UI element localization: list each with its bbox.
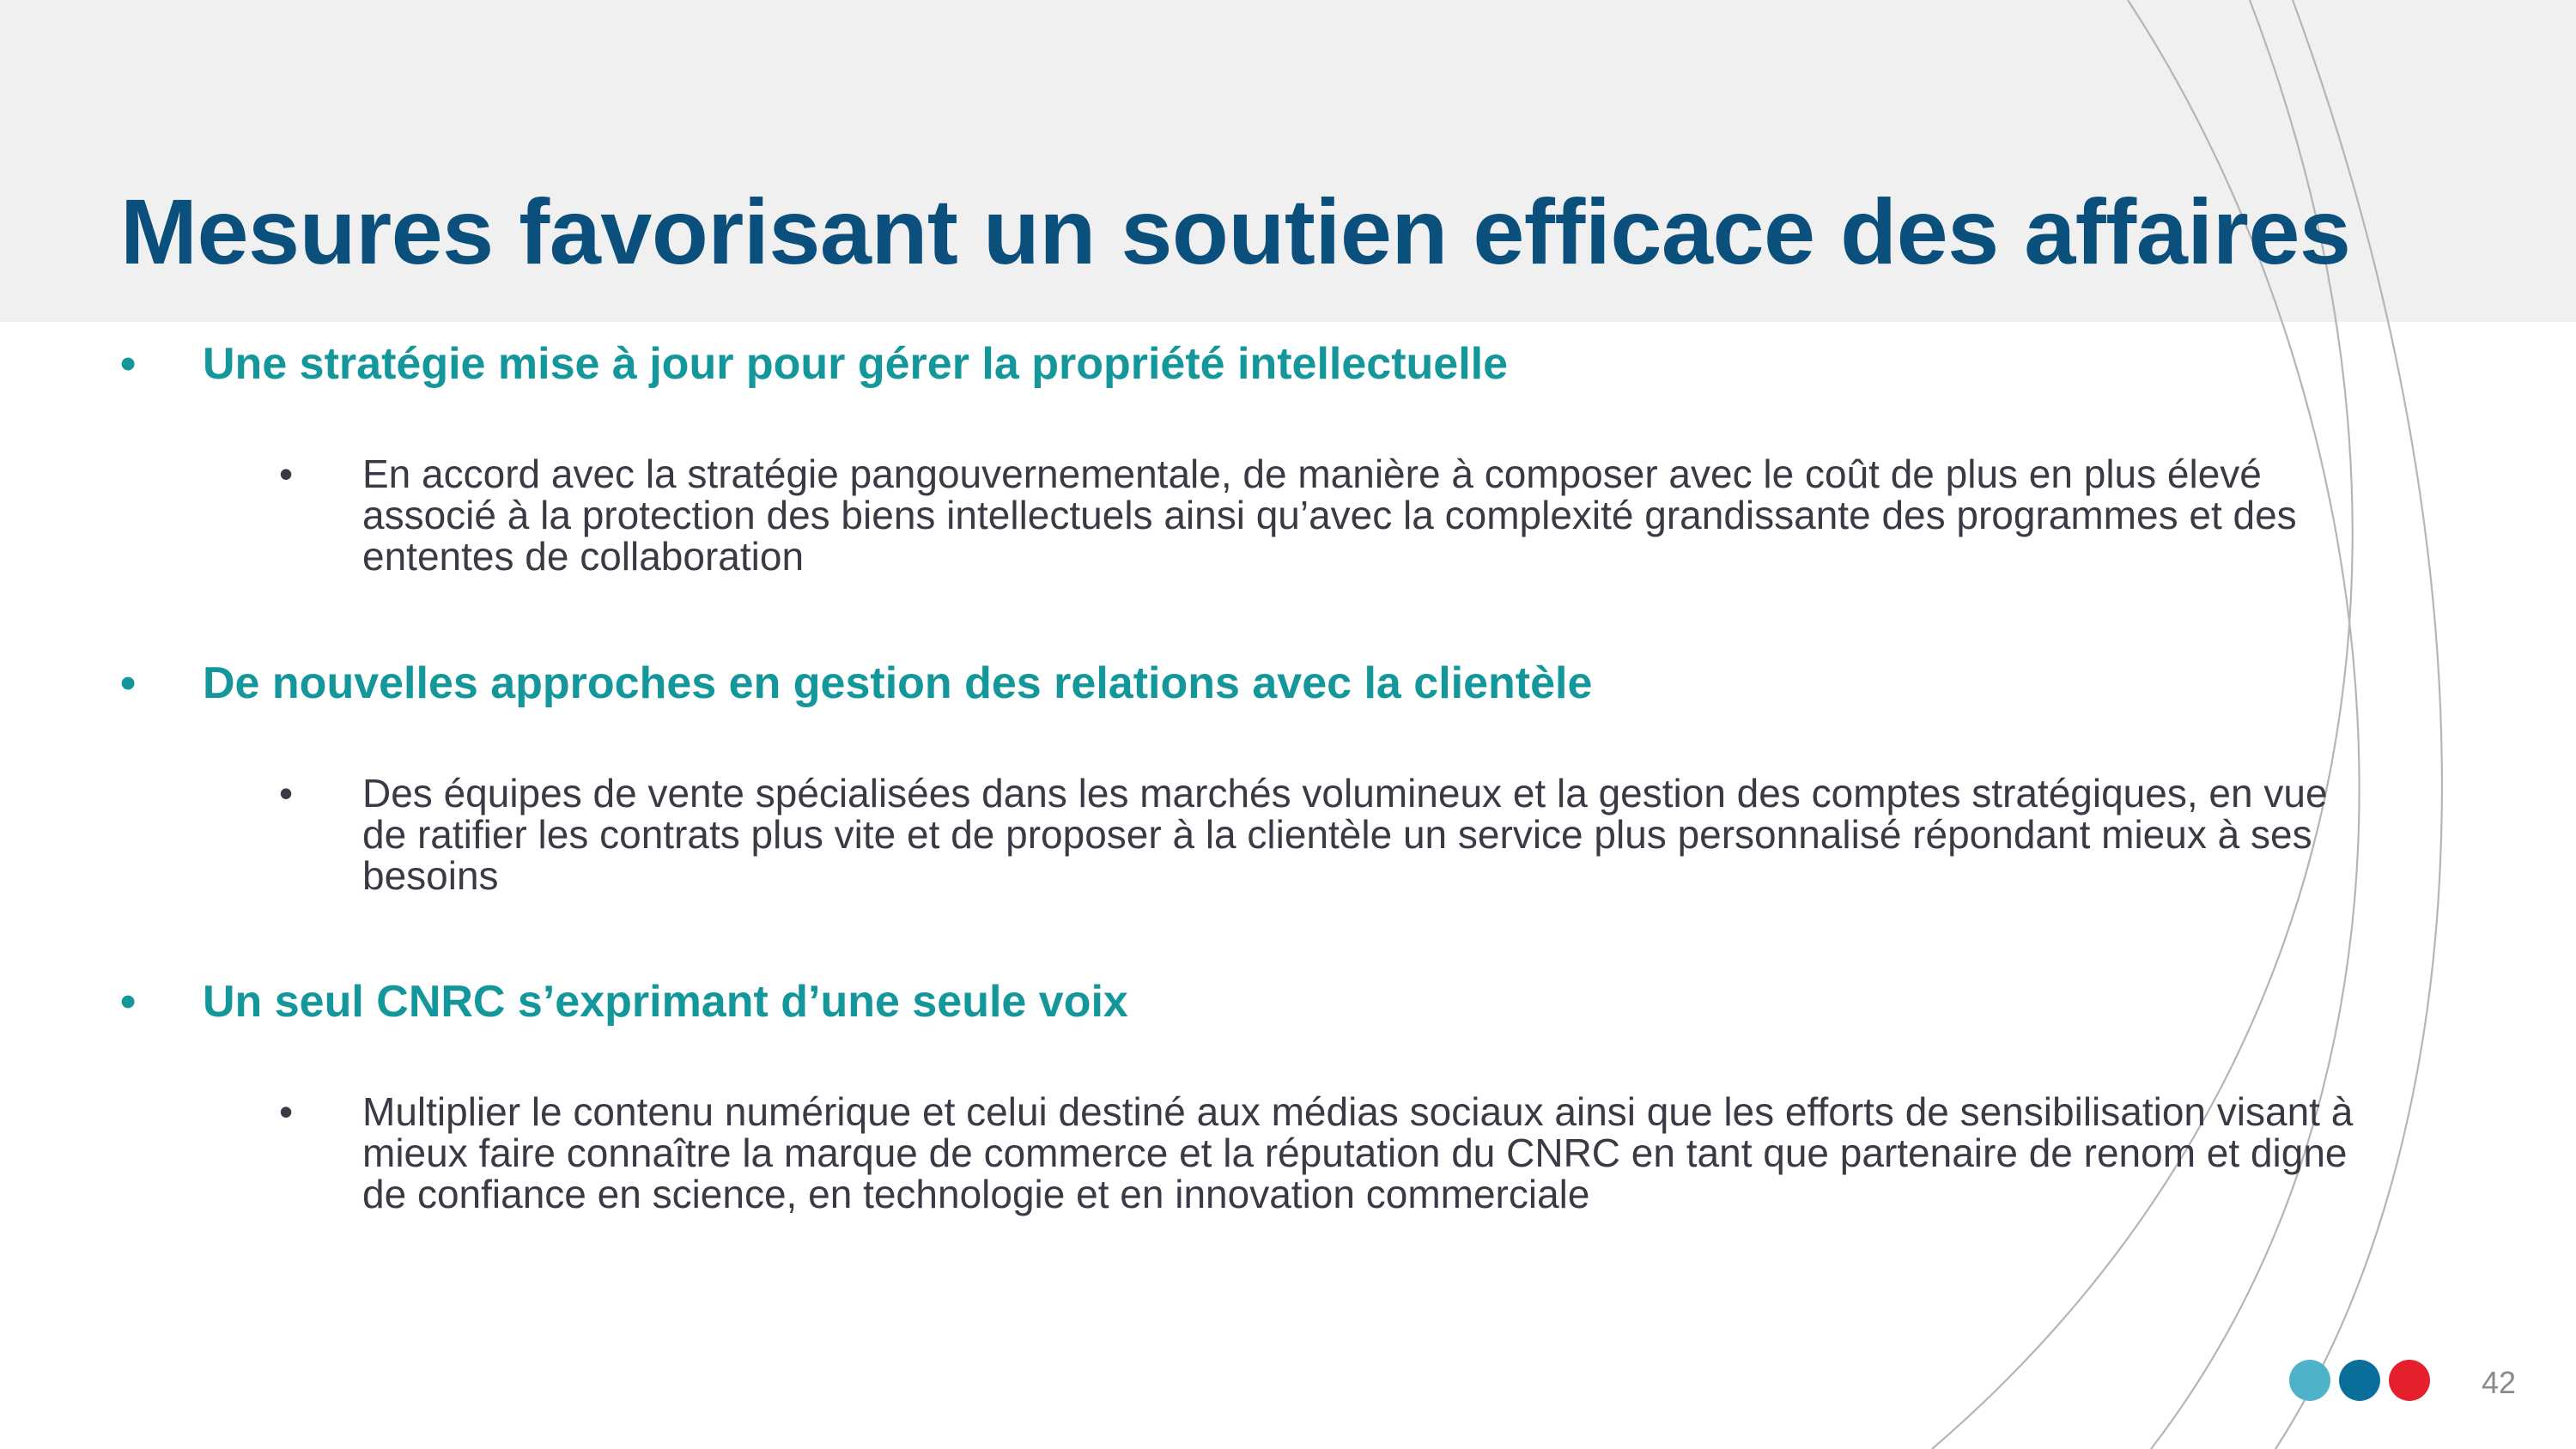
brand-dots [2289,1360,2444,1403]
slide-title: Mesures favorisant un soutien efficace des affaires [120,179,2351,283]
bullet-detail-text: Des équipes de vente spécialisées dans les marchés volumineux et la gestion des comptes stratégiques, en vue de ratifier les contrats plus vite et de proposer à la clientèle un service plus personnalisé répondant mieux à ses besoins [362,771,2328,898]
brand-dot-light-blue [2289,1360,2330,1401]
bullet-marker: • [279,452,294,496]
page-number: 42 [2481,1365,2516,1400]
brand-dot-dark-blue [2339,1360,2380,1401]
bullet-heading-text: Une stratégie mise à jour pour gérer la propriété intellectuelle [203,339,1509,389]
bullet-detail-text: Multiplier le contenu numérique et celui destiné aux médias sociaux ainsi que les efforts de sensibilisation visant à mieux faire connaître la marque de commerce et la réputation du CNRC en tant que partenaire de renom et digne de confiance en science, en technologie et en innovation commerciale [362,1089,2354,1216]
bullet-marker: • [120,977,137,1027]
bullet-heading-text: Un seul CNRC s’exprimant d’une seule voix [203,977,1128,1027]
bullet-marker: • [279,771,294,815]
bullet-marker: • [279,1089,294,1134]
bullet-heading-text: De nouvelles approches en gestion des relations avec la clientèle [203,658,1593,708]
bullet-detail-text: En accord avec la stratégie pangouvernementale, de manière à composer avec le coût de plus en plus élevé associé à la protection des biens intellectuels ainsi qu’avec la complexité grandissante des programmes et des ententes de collaboration [362,452,2297,579]
bullet-marker: • [120,658,137,708]
brand-dot-red [2389,1360,2430,1401]
bullet-marker: • [120,339,137,389]
